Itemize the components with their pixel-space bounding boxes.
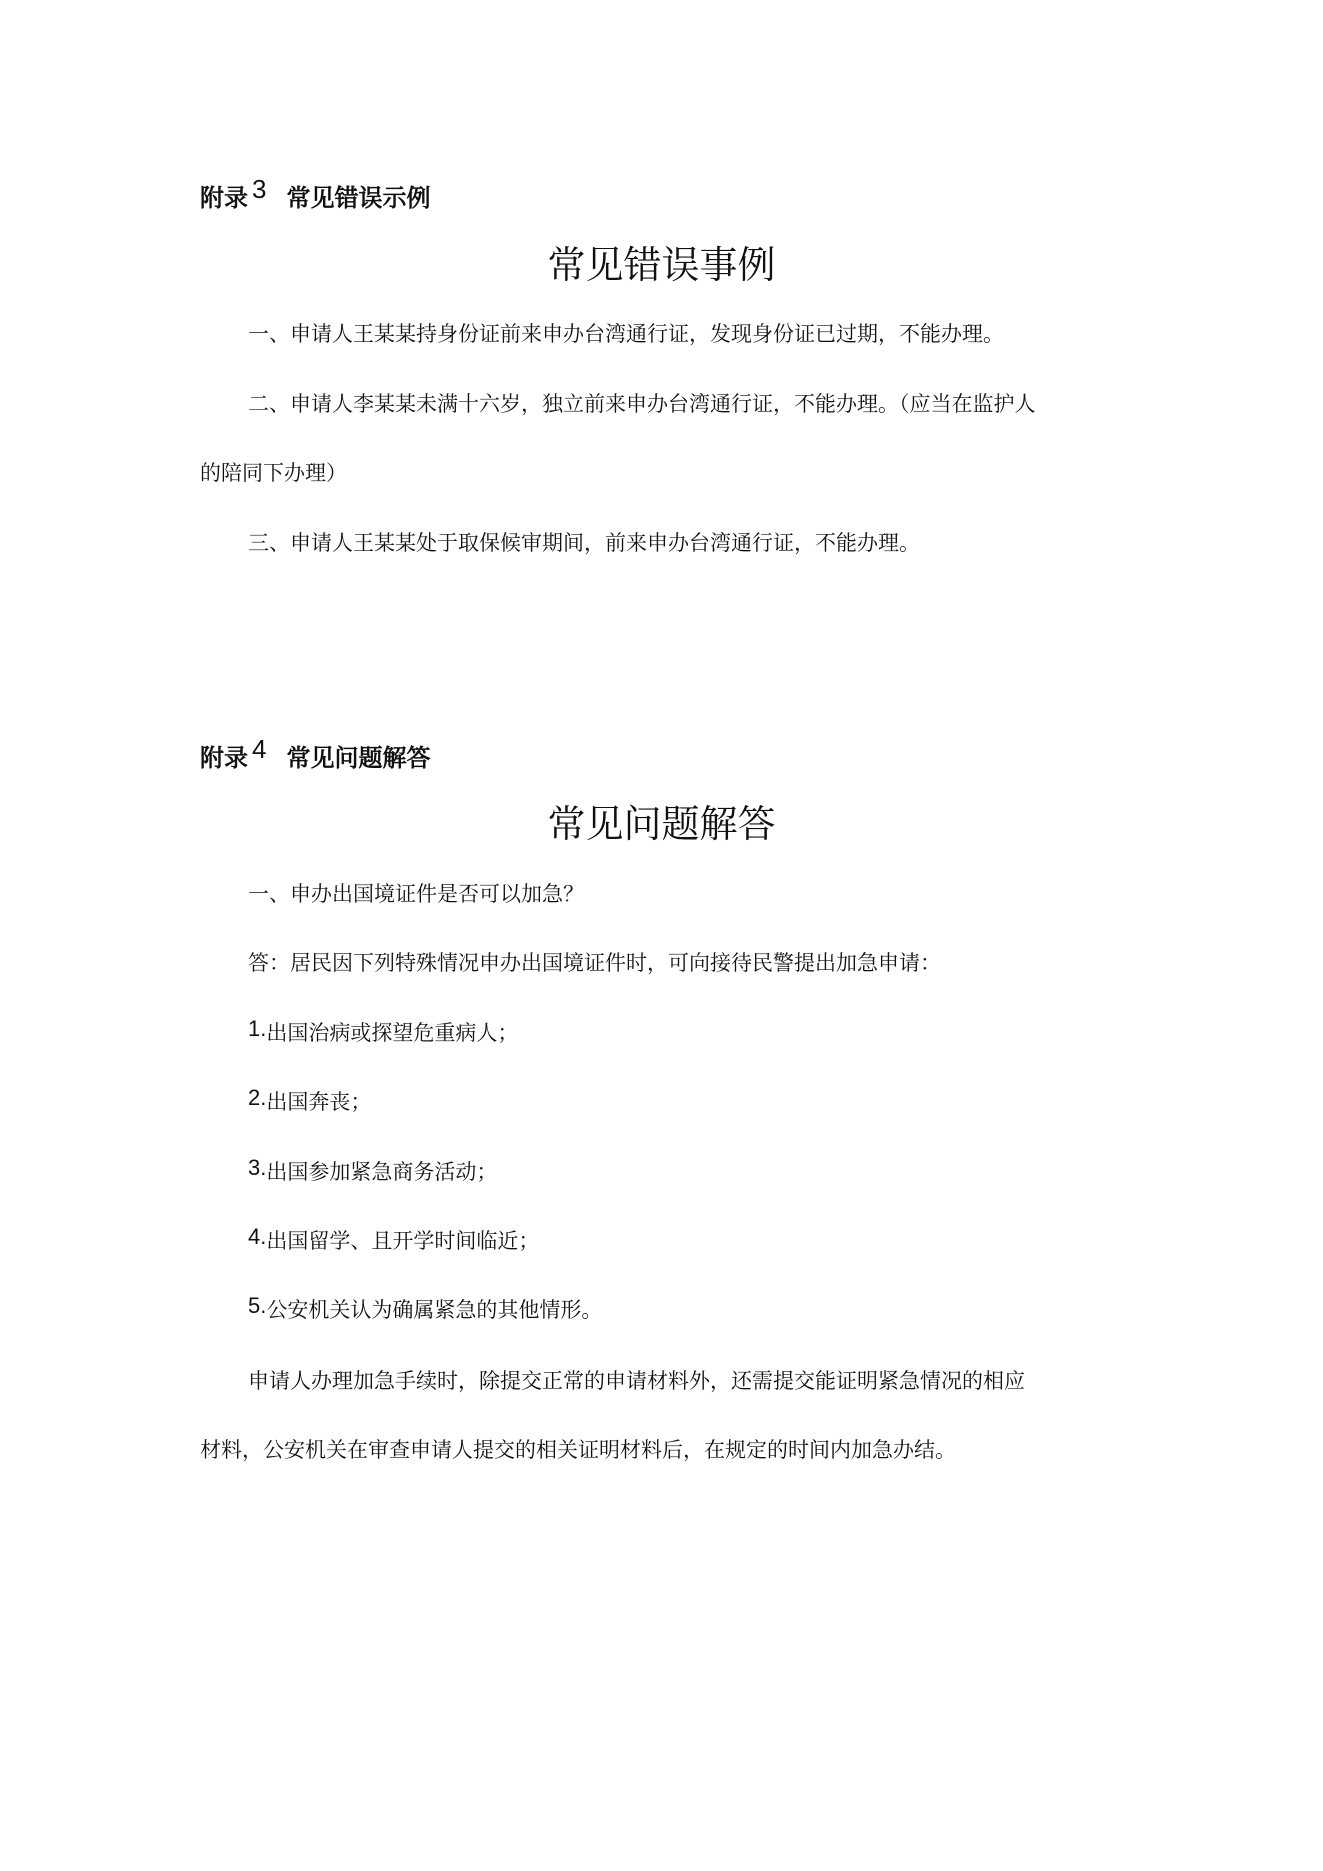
appendix-4-title: 常见问题解答 — [547, 802, 776, 846]
list-item-number: 3. — [248, 1155, 267, 1180]
list-item-number: 2. — [248, 1085, 267, 1110]
appendix-4-prefix: 附录 — [200, 744, 248, 772]
list-item — [248, 1085, 372, 1114]
list-item — [248, 1293, 603, 1322]
list-item — [248, 1016, 519, 1045]
list-item-text: 出国参加紧急商务活动； — [266, 1160, 498, 1184]
list-item-number: 1. — [248, 1016, 267, 1041]
list-item-text: 出国奔丧； — [266, 1090, 372, 1114]
closing-paragraph-line-2: 材料，公安机关在审查申请人提交的相关证明材料后，在规定的时间内加急办结。 — [200, 1438, 956, 1462]
list-item-text: 出国治病或探望危重病人； — [266, 1021, 519, 1045]
list-item — [248, 1224, 540, 1253]
appendix-4-name: 常见问题解答 — [286, 744, 431, 772]
list-item-text: 公安机关认为确属紧急的其他情形。 — [266, 1298, 603, 1322]
list-item-number: 4. — [248, 1224, 267, 1249]
list-item-number: 5. — [248, 1293, 267, 1318]
appendix-4-number: 4 — [252, 734, 267, 764]
appendix-3-title: 常见错误事例 — [547, 243, 776, 287]
closing-paragraph-line-1: 申请人办理加急手续时，除提交正常的申请材料外，还需提交能证明紧急情况的相应 — [248, 1369, 1025, 1393]
error-example-3: 三、申请人王某某处于取保候审期间，前来申办台湾通行证，不能办理。 — [248, 531, 920, 555]
appendix-3-heading — [200, 174, 431, 212]
appendix-3-prefix: 附录 — [200, 184, 248, 212]
error-example-2-continued: 的陪同下办理） — [200, 461, 347, 485]
list-item — [248, 1155, 498, 1184]
appendix-3-name: 常见错误示例 — [286, 184, 431, 212]
error-example-2: 二、申请人李某某未满十六岁，独立前来申办台湾通行证，不能办理。（应当在监护人 — [248, 392, 1036, 416]
faq-answer-intro: 答：居民因下列特殊情况申办出国境证件时，可向接待民警提出加急申请： — [248, 951, 941, 975]
list-item-text: 出国留学、且开学时间临近； — [266, 1229, 540, 1253]
appendix-4-heading — [200, 734, 431, 772]
appendix-3-number: 3 — [252, 174, 267, 204]
faq-question-1: 一、申办出国境证件是否可以加急？ — [248, 882, 584, 906]
error-example-1: 一、申请人王某某持身份证前来申办台湾通行证，发现身份证已过期，不能办理。 — [248, 322, 1004, 346]
